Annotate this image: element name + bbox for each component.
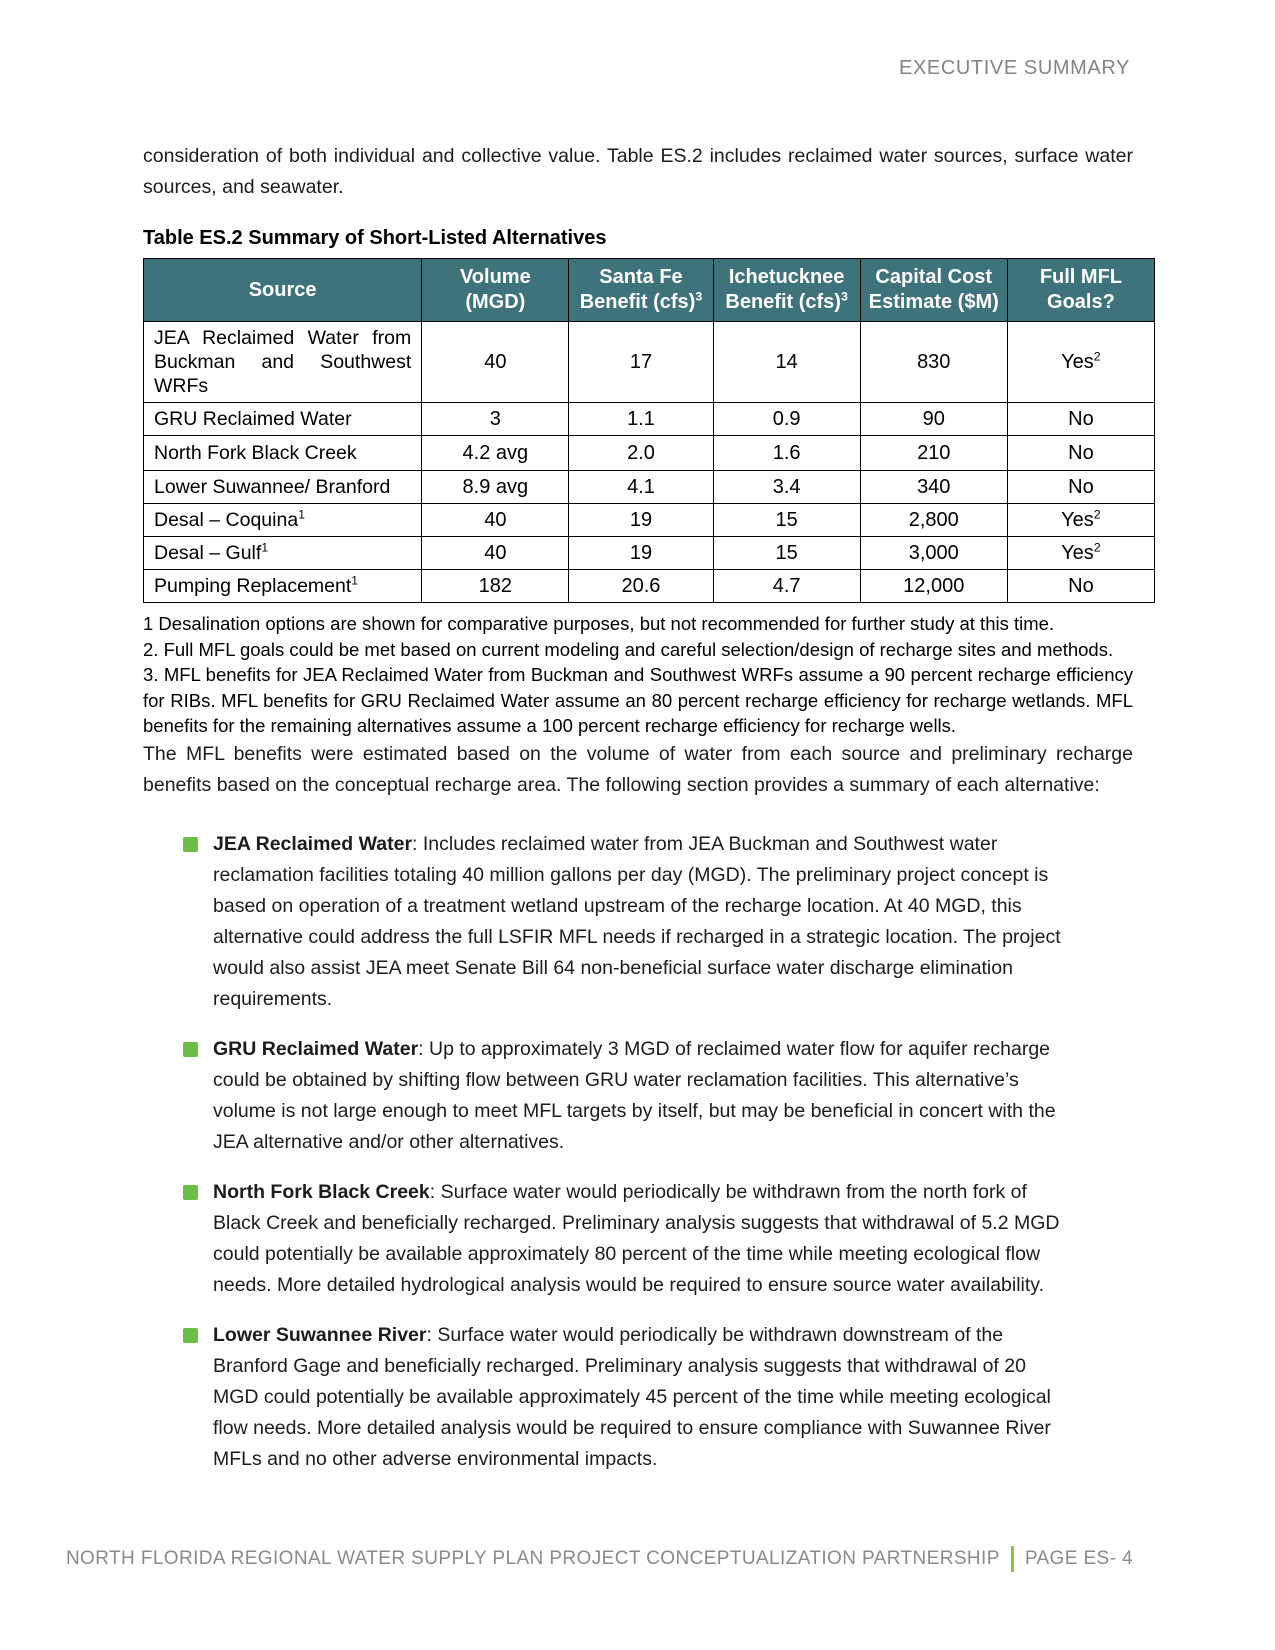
cell-source xyxy=(144,471,422,504)
cell-ichetucknee: 15 xyxy=(713,504,860,537)
list-item-gru-reclaimed-water xyxy=(143,1034,1063,1158)
cell-volume: 182 xyxy=(422,570,569,603)
cell-source xyxy=(144,504,422,537)
cell-santa-fe: 19 xyxy=(569,537,713,570)
list-item-lower-suwannee-river xyxy=(143,1320,1063,1475)
cell-text: Pumping Replacement xyxy=(154,575,352,597)
table-row xyxy=(144,537,1155,570)
cell-text: No xyxy=(1068,575,1094,597)
cell-ichetucknee: 1.6 xyxy=(713,436,860,471)
column-header-volume xyxy=(422,259,569,322)
column-header-label: Full MFL xyxy=(1039,266,1123,288)
column-header-label: Volume xyxy=(459,266,531,288)
column-header-capital-cost xyxy=(860,259,1007,322)
column-header-full-mfl-goals xyxy=(1007,259,1154,322)
footnote-2: 2. Full MFL goals could be met based on current modeling and careful selection/design of recharge sites and methods. xyxy=(143,638,1114,660)
column-header-santa-fe-benefit xyxy=(569,259,713,322)
cell-santa-fe: 17 xyxy=(569,322,713,403)
bullet-title: JEA Reclaimed Water xyxy=(213,832,413,855)
column-header-label: Capital Cost xyxy=(875,266,993,288)
column-header-label: Benefit (cfs) xyxy=(579,291,696,313)
cell-ichetucknee: 15 xyxy=(713,537,860,570)
cell-ichetucknee: 14 xyxy=(713,322,860,403)
table-caption: Table ES.2 Summary of Short-Listed Alternatives xyxy=(143,227,607,249)
mfl-benefits-paragraph: The MFL benefits were estimated based on the volume of water from each source and preliminary recharge benefits based on the conceptual recharge area. The following section provides a summary of each alternative: xyxy=(143,742,1133,796)
cell-text: No xyxy=(1068,476,1094,498)
cell-ichetucknee: 4.7 xyxy=(713,570,860,603)
table-row xyxy=(144,504,1155,537)
alternatives-table xyxy=(143,258,1155,603)
cell-volume: 40 xyxy=(422,537,569,570)
column-header-label: Ichetucknee xyxy=(728,266,845,288)
bullet-square-icon xyxy=(183,1185,198,1200)
cell-volume: 8.9 avg xyxy=(422,471,569,504)
cell-capital-cost: 12,000 xyxy=(860,570,1007,603)
bullet-title: Lower Suwannee River xyxy=(213,1323,427,1346)
cell-santa-fe: 2.0 xyxy=(569,436,713,471)
column-header-label: Goals? xyxy=(1047,291,1115,313)
cell-source xyxy=(144,570,422,603)
cell-capital-cost: 210 xyxy=(860,436,1007,471)
cell-text: JEA Reclaimed Water from Buckman and Southwest WRFs xyxy=(154,327,412,397)
cell-text: Yes xyxy=(1061,351,1094,373)
bullet-body: : Up to approximately 3 MGD of reclaimed water flow for aquifer recharge could be obtained by shifting flow between GRU water reclamation facilities. This alternative’s volume is not large enough to meet MFL targets by itself, but may be beneficial in concert with the JEA alternative and/or other alternatives. xyxy=(213,1037,1056,1153)
table-row xyxy=(144,403,1155,436)
cell-capital-cost: 830 xyxy=(860,322,1007,403)
cell-superscript: 2 xyxy=(1093,507,1101,522)
table-row xyxy=(144,436,1155,471)
cell-capital-cost: 340 xyxy=(860,471,1007,504)
list-item-north-fork-black-creek xyxy=(143,1177,1063,1301)
column-header-label: Estimate ($M) xyxy=(868,291,999,313)
cell-santa-fe: 20.6 xyxy=(569,570,713,603)
bullet-body: : Surface water would periodically be withdrawn downstream of the Branford Gage and beneficially recharged. Preliminary analysis suggests that withdrawal of 20 MGD could potentially be available approximately 45 percent of the time while meeting ecological flow needs. More detailed analysis would be required to ensure compliance with Suwannee River MFLs and no other adverse environmental impacts. xyxy=(213,1323,1051,1470)
cell-volume: 3 xyxy=(422,403,569,436)
cell-capital-cost: 3,000 xyxy=(860,537,1007,570)
cell-volume: 40 xyxy=(422,322,569,403)
cell-capital-cost: 90 xyxy=(860,403,1007,436)
page-footer xyxy=(66,1546,1133,1572)
table-row xyxy=(144,322,1155,403)
alternatives-bullet-list xyxy=(143,829,1133,1475)
cell-source xyxy=(144,537,422,570)
cell-text: Lower Suwannee/ Branford xyxy=(154,476,391,498)
footer-divider xyxy=(1011,1546,1014,1572)
cell-text: No xyxy=(1068,408,1094,430)
cell-mfl-goals xyxy=(1007,403,1154,436)
table-footnotes xyxy=(143,611,1133,739)
cell-superscript: 1 xyxy=(261,540,269,555)
cell-text: Yes xyxy=(1061,542,1094,564)
cell-ichetucknee: 3.4 xyxy=(713,471,860,504)
intro-paragraph: consideration of both individual and collective value. Table ES.2 includes reclaimed water sources, surface water sources, and seawater. xyxy=(143,145,1133,198)
page-content xyxy=(143,141,1133,1494)
footer-text: NORTH FLORIDA REGIONAL WATER SUPPLY PLAN PROJECT CONCEPTUALIZATION PARTNERSHIP xyxy=(65,1548,1000,1569)
cell-mfl-goals xyxy=(1007,570,1154,603)
bullet-square-icon xyxy=(183,1328,198,1343)
page-header-title: EXECUTIVE SUMMARY xyxy=(899,57,1130,79)
list-item-jea-reclaimed-water xyxy=(143,829,1063,1015)
table-row xyxy=(144,471,1155,504)
table-header-row xyxy=(144,259,1155,322)
bullet-square-icon xyxy=(183,837,198,852)
cell-mfl-goals xyxy=(1007,322,1154,403)
bullet-title: North Fork Black Creek xyxy=(213,1180,430,1203)
column-header-label: Benefit (cfs) xyxy=(725,291,841,313)
footnote-1: 1 Desalination options are shown for comparative purposes, but not recommended for further study at this time. xyxy=(143,613,1055,634)
cell-text: Desal – Gulf xyxy=(154,542,262,564)
cell-superscript: 2 xyxy=(1093,540,1101,555)
cell-superscript: 2 xyxy=(1093,349,1101,364)
footer-page-number: PAGE ES- 4 xyxy=(1024,1548,1133,1569)
cell-source xyxy=(144,436,422,471)
cell-text: No xyxy=(1068,442,1094,464)
column-header-label: Santa Fe xyxy=(599,266,683,288)
cell-santa-fe: 1.1 xyxy=(569,403,713,436)
cell-santa-fe: 19 xyxy=(569,504,713,537)
cell-capital-cost: 2,800 xyxy=(860,504,1007,537)
cell-volume: 40 xyxy=(422,504,569,537)
footnote-3: 3. MFL benefits for JEA Reclaimed Water from Buckman and Southwest WRFs assume a 90 percent recharge efficiency for RIBs. MFL benefits for GRU Reclaimed Water assume an 80 percent recharge efficiency for recharge wetlands. MFL benefits for the remaining alternatives assume a 100 percent recharge efficiency for recharge wells. xyxy=(143,664,1133,736)
cell-volume: 4.2 avg xyxy=(422,436,569,471)
cell-superscript: 1 xyxy=(298,507,305,522)
cell-mfl-goals xyxy=(1007,436,1154,471)
column-header-superscript: 3 xyxy=(695,289,703,304)
bullet-body: : Surface water would periodically be withdrawn from the north fork of Black Creek and beneficially recharged. Preliminary analysis suggests that withdrawal of 5.2 MGD could potentially be available approximately 80 percent of the time while meeting ecological flow needs. More detailed hydrological analysis would be required to ensure source water availability. xyxy=(213,1180,1060,1296)
cell-mfl-goals xyxy=(1007,504,1154,537)
column-header-superscript: 3 xyxy=(840,289,848,304)
cell-text: GRU Reclaimed Water xyxy=(154,408,352,430)
bullet-square-icon xyxy=(183,1042,198,1057)
column-header-source xyxy=(144,259,422,322)
bullet-body: : Includes reclaimed water from JEA Buckman and Southwest water reclamation facilities totaling 40 million gallons per day (MGD). The preliminary project concept is based on operation of a treatment wetland upstream of the recharge location. At 40 MGD, this alternative could address the full LSFIR MFL needs if recharged in a strategic location. The project would also assist JEA meet Senate Bill 64 non-beneficial surface water discharge elimination requirements. xyxy=(213,832,1061,1010)
cell-ichetucknee: 0.9 xyxy=(713,403,860,436)
column-header-label: Source xyxy=(248,278,317,301)
cell-text: Desal – Coquina xyxy=(154,509,299,531)
cell-text: Yes xyxy=(1061,509,1094,531)
cell-text: North Fork Black Creek xyxy=(154,442,357,464)
cell-mfl-goals xyxy=(1007,537,1154,570)
cell-source xyxy=(144,403,422,436)
cell-mfl-goals xyxy=(1007,471,1154,504)
bullet-title: GRU Reclaimed Water xyxy=(213,1037,419,1060)
cell-superscript: 1 xyxy=(351,573,358,588)
column-header-label: (MGD) xyxy=(465,291,526,313)
table-row xyxy=(144,570,1155,603)
cell-santa-fe: 4.1 xyxy=(569,471,713,504)
column-header-ichetucknee-benefit xyxy=(713,259,860,322)
cell-source xyxy=(144,322,422,403)
